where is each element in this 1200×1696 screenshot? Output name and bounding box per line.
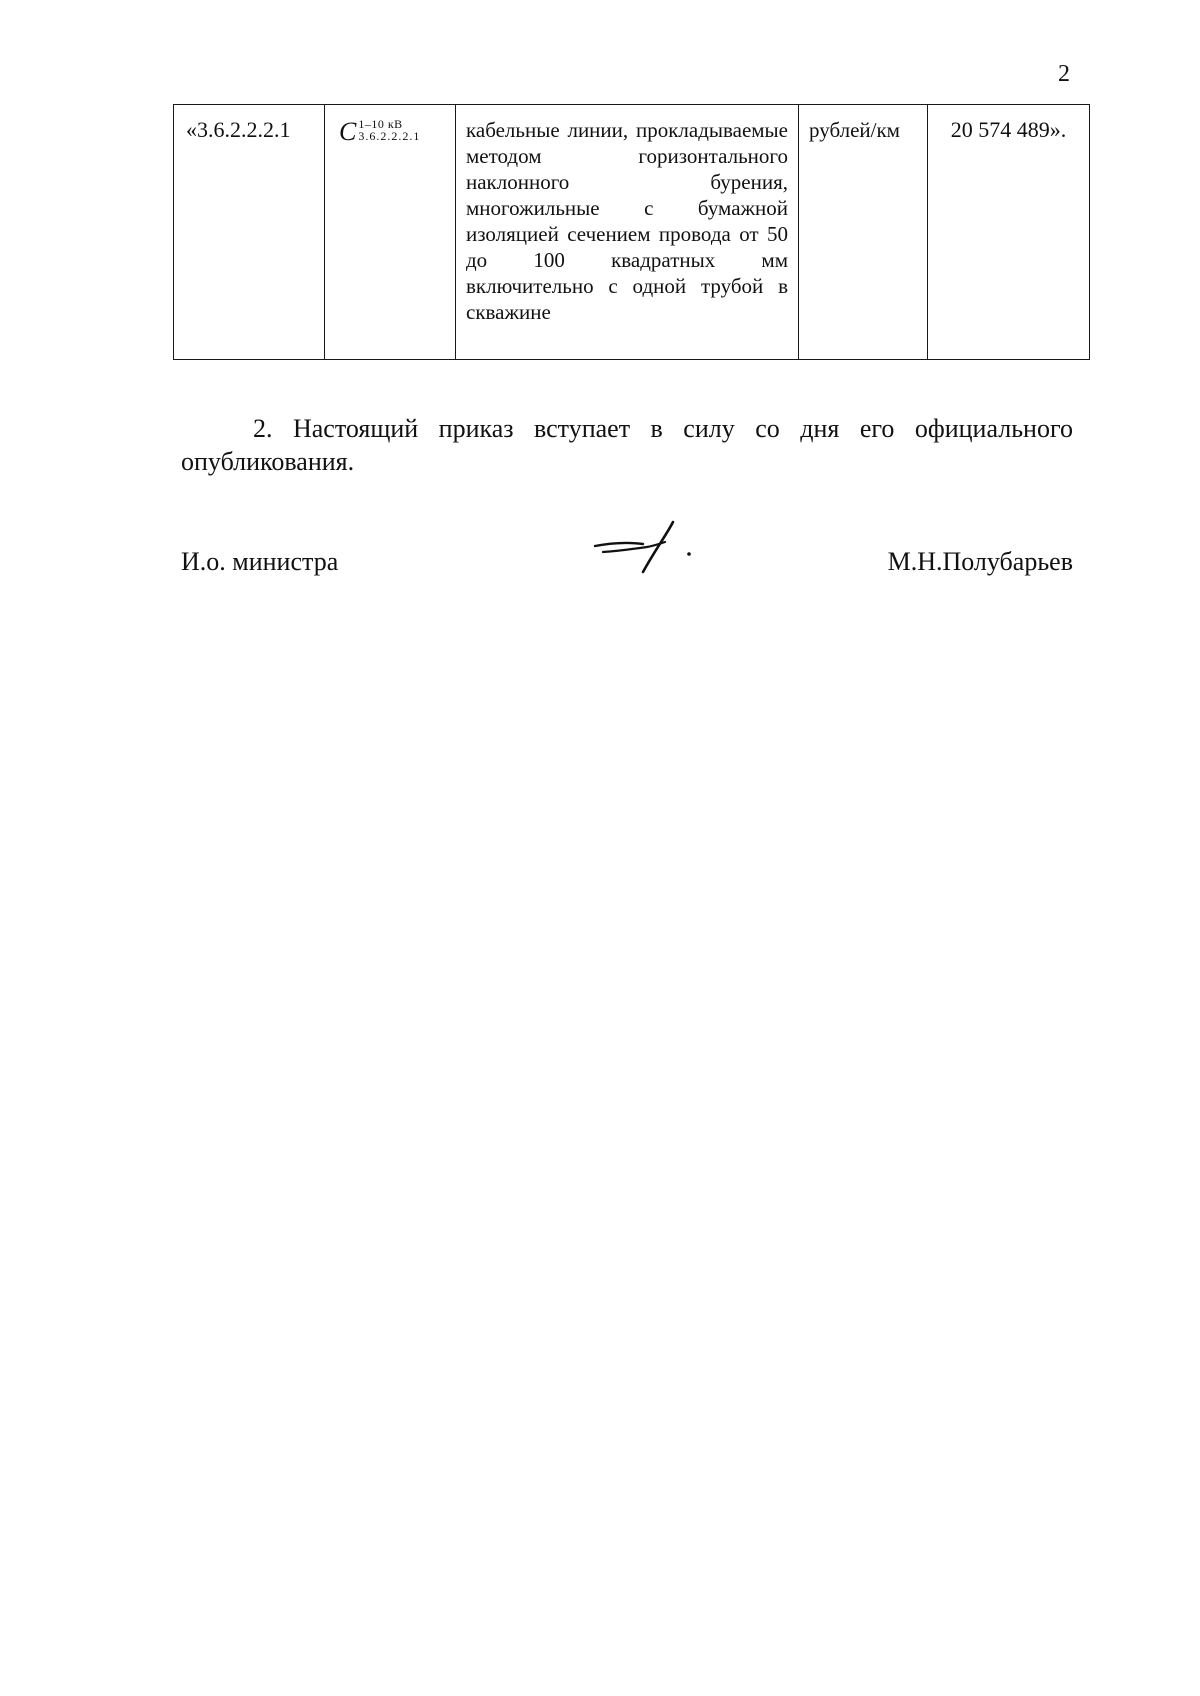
tariff-code-cell: «3.6.2.2.2.1 [174, 105, 325, 360]
tariff-table [173, 104, 1090, 360]
rate-symbol [339, 117, 420, 147]
tariff-symbol-cell [325, 105, 456, 360]
tariff-description-cell [456, 105, 799, 360]
signatory-name: М.Н.Полубарьев [887, 547, 1073, 576]
effective-date-paragraph: 2. Настоящий приказ вступает в силу со дня его официального опубликования. [181, 414, 1073, 476]
table-row [174, 105, 1090, 360]
tariff-unit-cell: рублей/км [799, 105, 928, 360]
signatory-position: И.о. министра [181, 547, 339, 576]
page-number: 2 [1058, 61, 1070, 87]
tariff-value-cell: 20 574 489». [928, 105, 1090, 360]
signature-block [181, 546, 1073, 586]
symbol-base: C [339, 117, 357, 146]
tariff-description: кабельные линии, прокладываемые методом горизонтального наклонного бурения, многожильные с бумажной изоляцией сечением провода от 50 до 100 квадратных мм включительно с одной трубой в скважине [466, 118, 788, 324]
symbol-subscript: 3.6.2.2.2.1 [358, 129, 421, 143]
handwritten-signature-icon [589, 516, 699, 578]
symbol-scripts [358, 118, 420, 142]
symbol-superscript: 1–10 кВ [358, 117, 403, 131]
